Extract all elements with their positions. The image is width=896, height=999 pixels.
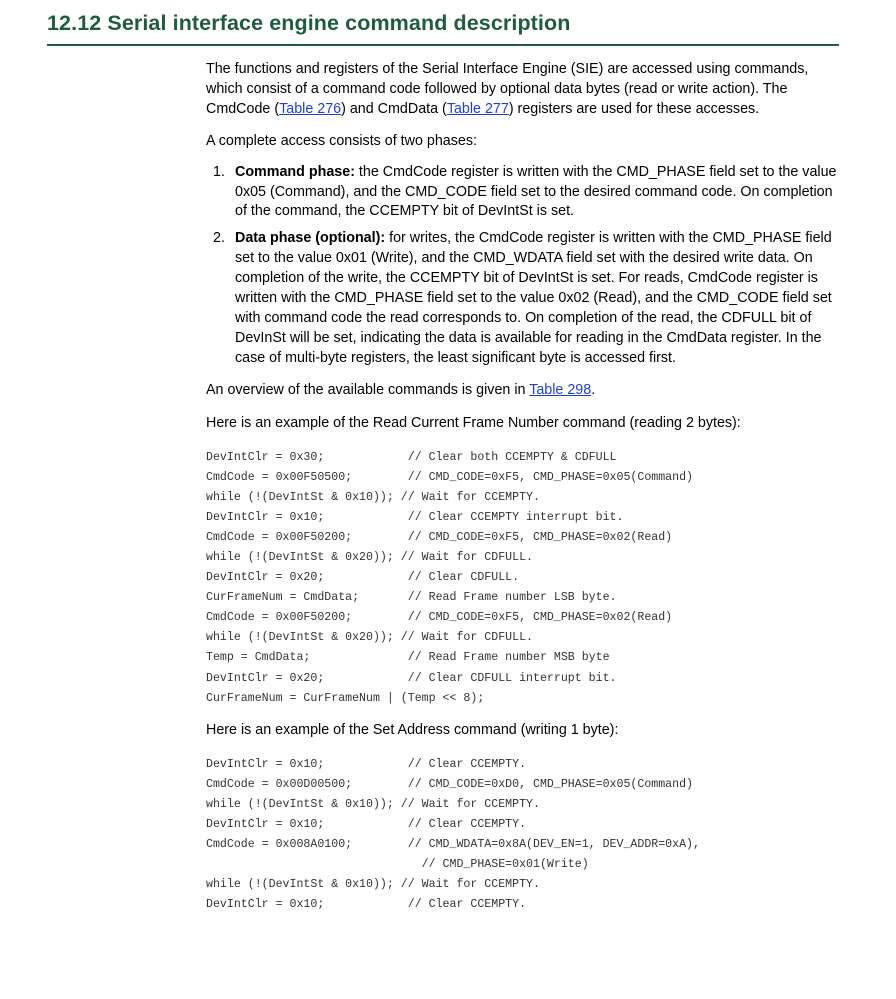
overview-paragraph xyxy=(206,381,846,401)
intro-text-2: ) and CmdData ( xyxy=(341,100,447,117)
section-title: 12.12 Serial interface engine command description xyxy=(47,11,571,35)
table-276-link[interactable]: Table 276 xyxy=(279,100,342,117)
section-body xyxy=(206,58,846,915)
overview-text-2: . xyxy=(591,381,596,398)
example2-intro: Here is an example of the Set Address command (writing 1 byte): xyxy=(206,721,619,738)
list-item-title: Data phase (optional): xyxy=(235,230,386,247)
intro-text-3: ) registers are used for these accesses. xyxy=(508,100,760,117)
list-item-text: the CmdCode register is written with the CMD_PHASE field set to the value 0x05 (Command), and the CMD_CODE field set to the desired command code. On completion of the command, the CCEMPTY bit of DevIntSt is set. xyxy=(235,163,837,220)
list-item-text: for writes, the CmdCode register is written with the CMD_PHASE field set to the value 0x01 (Write), and the CMD_WDATA field set with the desired write data. On completion of the write, the CCEMPTY bit of DevIntSt is set. For reads, CmdCode register is written with the CMD_PHASE field set to the value 0x02 (Read), and the CMD_CODE field set with command code the read corresponds to. On completion of the read, the CDFULL bit of DevInSt will be set, indicating the data is available for reading in the CmdData register. In the case of multi-byte registers, the least significant byte is accessed first. xyxy=(235,230,832,366)
overview-text-1: An overview of the available commands is given in xyxy=(206,381,530,398)
intro-paragraph xyxy=(206,60,846,120)
code-block-read-frame-number: DevIntClr = 0x30; // Clear both CCEMPTY & CDFULL CmdCode = 0x00F50500; // CMD_CODE=0xF5, CMD_PHASE=0x05(Command) while (!(DevIntSt & 0x10)); // Wait for CCEMPTY. DevIntClr = 0x10; // Clear CCEMPTY interrupt bit. CmdCode = 0x00F50200; // CMD_CODE=0xF5, CMD_PHASE=0x02(Read) while (!(DevIntSt & 0x20)); // Wait for CDFULL. DevIntClr = 0x20; // Clear CDFULL. CurFrameNum = CmdData; // Read Frame number LSB byte. CmdCode = 0x00F50200; // CMD_CODE=0xF5, CMD_PHASE=0x02(Read) while (!(DevIntSt & 0x20)); // Wait for CDFULL. Temp = CmdData; // Read Frame number MSB byte DevIntClr = 0x20; // Clear CDFULL interrupt bit. CurFrameNum = CurFrameNum | (Temp << 8); xyxy=(206,450,694,705)
phases-intro: A complete access consists of two phases: xyxy=(206,132,477,149)
phases-list xyxy=(206,163,846,369)
example1-intro: Here is an example of the Read Current Frame Number command (reading 2 bytes): xyxy=(206,414,741,431)
table-277-link[interactable]: Table 277 xyxy=(446,100,509,117)
section-heading xyxy=(47,8,839,46)
list-item xyxy=(206,163,846,223)
list-item-title: Command phase: xyxy=(235,163,355,180)
list-item xyxy=(206,229,846,368)
list-item-number: 1. xyxy=(213,163,225,180)
intro-text-1: The functions and registers of the Serial Interface Engine (SIE) are accessed using commands, which consist of a command code followed by optional data bytes (read or write action). The CmdCode ( xyxy=(206,61,809,117)
code-block-set-address: DevIntClr = 0x10; // Clear CCEMPTY. CmdCode = 0x00D00500; // CMD_CODE=0xD0, CMD_PHASE=0x05(Command) while (!(DevIntSt & 0x10)); // Wait for CCEMPTY. DevIntClr = 0x10; // Clear CCEMPTY. CmdCode = 0x008A0100; // CMD_WDATA=0x8A(DEV_EN=1, DEV_ADDR=0xA), // CMD_PHASE=0x01(Write) while (!(DevIntSt & 0x10)); // Wait for CCEMPTY. DevIntClr = 0x10; // Clear CCEMPTY. xyxy=(206,757,700,912)
table-298-link[interactable]: Table 298 xyxy=(529,381,592,398)
list-item-number: 2. xyxy=(213,230,225,247)
